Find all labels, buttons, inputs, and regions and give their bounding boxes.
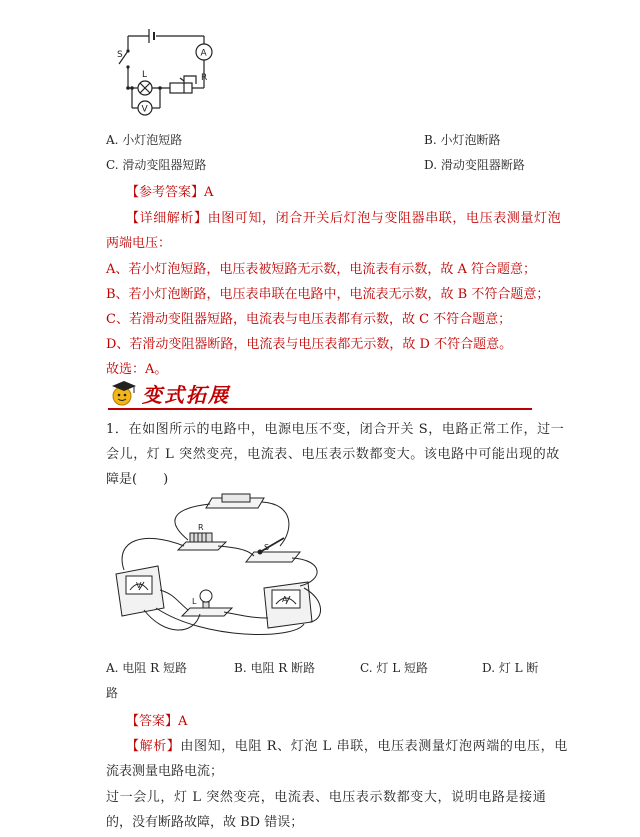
circuit-diagram-1 [100, 18, 230, 128]
option-2-d-wrap: 路 [106, 686, 119, 700]
answer: 【答案】A [126, 714, 188, 729]
label-switch-2: S [264, 543, 270, 552]
option-2-b[interactable]: B. 电阻 R 断路 [234, 661, 316, 675]
option-c[interactable]: C. 滑动变阻器短路 [106, 158, 207, 172]
option-d[interactable]: D. 滑动变阻器断路 [424, 158, 525, 172]
explanation-line-3: 过一会儿，灯 L 突然变亮，电流表、电压表示数都变大，说明电路是接通 [106, 790, 547, 805]
explanation-line-2: 流表测量电路电流； [106, 764, 224, 779]
label-ammeter: A [200, 48, 207, 59]
analysis-point-a: A、若小灯泡短路，电压表被短路无示数，电流表有示数，故 A 符合题意； [106, 262, 537, 277]
question-stem-line-3: 障是( ) [106, 472, 169, 487]
option-2-c[interactable]: C. 灯 L 短路 [360, 661, 428, 675]
explanation-tag: 【解析】 [126, 739, 181, 754]
graduate-mascot-icon [108, 378, 138, 408]
label-rheostat: R [201, 73, 208, 83]
analysis-point-d: D、若滑动变阻器断路，电流表与电压表都无示数，故 D 不符合题意。 [106, 337, 513, 352]
analysis-point-b: B、若小灯泡断路，电压表串联在电路中，电流表无示数，故 B 不符合题意； [106, 287, 550, 302]
explanation-line-1 [126, 735, 568, 754]
option-b[interactable]: B. 小灯泡断路 [424, 133, 501, 147]
question-stem-line-2: 会儿，灯 L 突然变亮，电流表、电压表示数都变大。该电路中可能出现的故 [106, 447, 560, 462]
option-a[interactable]: A. 小灯泡短路 [106, 133, 183, 147]
analysis-line-2: 两端电压： [106, 236, 172, 251]
label-lamp-2: L [192, 597, 197, 606]
reference-answer: 【参考答案】A [126, 185, 214, 200]
explanation-text: 由图知，电阻 R、灯泡 L 串联，电压表测量灯泡两端的电压，电 [180, 739, 568, 754]
section-title: 变式拓展 [142, 383, 230, 407]
label-switch: S [117, 50, 123, 60]
label-lamp: L [142, 70, 148, 80]
question-stem-line-1: 1．在如图所示的电路中，电源电压不变，闭合开关 S，电路正常工作，过一 [106, 422, 565, 437]
section-divider [108, 408, 532, 410]
label-resistor: R [198, 523, 204, 532]
section-header [108, 378, 230, 408]
analysis-line-1: 【详细解析】由图可知，闭合开关后灯泡与变阻器串联，电压表测量灯泡 [126, 211, 562, 226]
option-2-a[interactable]: A. 电阻 R 短路 [106, 661, 187, 675]
analysis-point-c: C、若滑动变阻器短路，电流表与电压表都有示数，故 C 不符合题意； [106, 312, 512, 327]
explanation-line-4: 的，没有断路故障，故 BD 错误； [106, 815, 304, 830]
apparatus-diagram [104, 490, 330, 640]
label-voltmeter: V [141, 104, 148, 115]
label-ammeter-2: A [282, 595, 288, 604]
conclusion: 故选：A。 [106, 362, 168, 377]
option-2-d[interactable]: D. 灯 L 断 [482, 661, 539, 675]
label-voltmeter-2: V [136, 581, 142, 590]
